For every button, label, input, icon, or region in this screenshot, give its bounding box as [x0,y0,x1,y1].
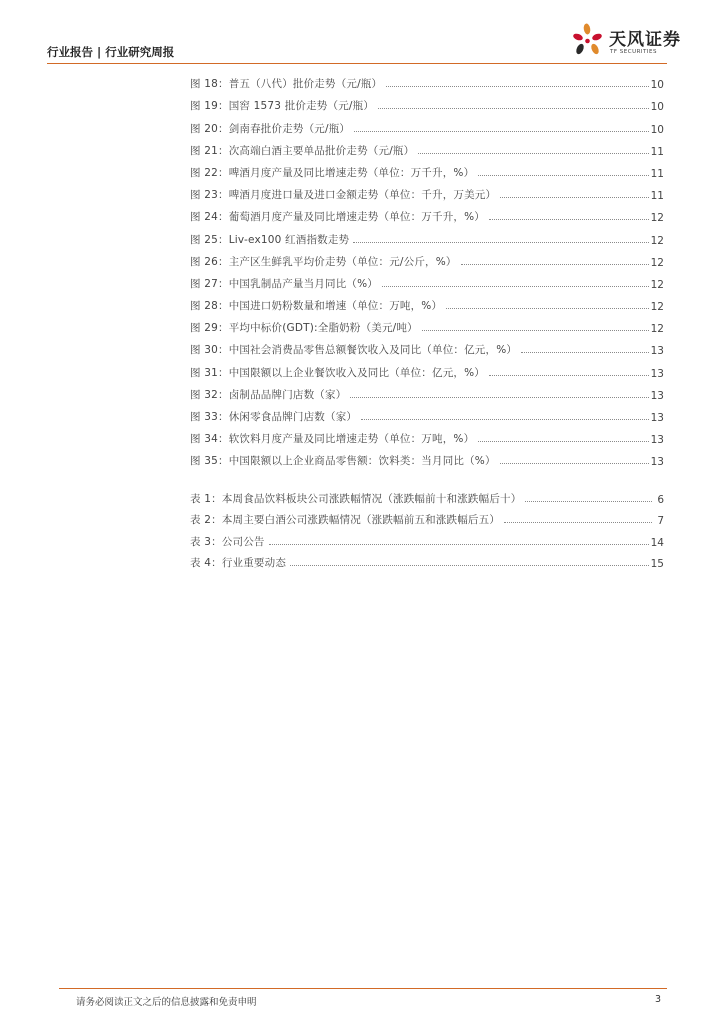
dot-leader [382,286,649,287]
dot-leader [504,522,652,523]
toc-entry-title: 图 20：剑南春批价走势（元/瓶） [190,122,351,135]
dot-leader [353,242,648,243]
report-category: 行业报告 | 行业研究周报 [47,45,175,59]
toc-entry-table[interactable] [190,549,664,571]
dot-leader [269,544,649,545]
toc-entry-figure[interactable] [190,136,664,158]
toc-entry-title: 图 28：中国进口奶粉数量和增速（单位：万吨，%） [190,300,443,313]
toc-entry-title: 图 24：葡萄酒月度产量及同比增速走势（单位：万千升，%） [190,211,485,224]
toc-entry-figure[interactable] [190,113,664,135]
toc-entry-title: 图 26：主产区生鲜乳平均价走势（单位：元/公斤，%） [190,255,457,268]
toc-entry-figure[interactable] [190,202,664,224]
toc-entry-figure[interactable] [190,446,664,468]
toc-entry-page: 10 [650,101,664,114]
page-number: 3 [655,994,662,1005]
toc-entry-title: 图 35：中国限额以上企业商品零售额：饮料类：当月同比（%） [190,455,496,468]
toc-entry-page: 12 [650,234,664,247]
toc-entry-title: 图 18：普五（八代）批价走势（元/瓶） [190,78,383,91]
toc-entry-title: 图 29：平均中标价(GDT):全脂奶粉（美元/吨） [190,322,418,335]
toc-entry-page: 12 [650,323,664,336]
toc-entry-figure[interactable] [190,180,664,202]
toc-entry-figure[interactable] [190,158,664,180]
toc-entry-table[interactable] [190,484,664,506]
toc-entry-figure[interactable] [190,247,664,269]
dot-leader [361,419,649,420]
toc-entry-title: 图 31：中国限额以上企业餐饮收入及同比（单位：亿元，%） [190,366,485,379]
toc-entry-page: 12 [650,212,664,225]
toc-entry-page: 13 [650,389,664,402]
footer-disclaimer: 请务必阅读正文之后的信息披露和免责申明 [76,997,257,1008]
dot-leader [478,441,648,442]
dot-leader [500,197,648,198]
toc-entry-page: 11 [650,145,664,158]
toc-entry-page: 7 [657,515,664,527]
toc-entry-page: 13 [650,412,664,424]
logo-name-en: TF SECURITIES [610,49,657,55]
toc-entry-figure[interactable] [190,69,664,91]
toc-entry-page: 14 [650,536,664,549]
toc-entry-page: 15 [650,558,664,570]
toc-entry-figure[interactable] [190,357,664,379]
toc-entry-title: 图 22：啤酒月度产量及同比增速走势（单位：万千升，%） [190,166,475,179]
toc-entry-title: 图 19：国窖 1573 批价走势（元/瓶） [190,100,375,113]
toc-entry-page: 13 [650,345,664,358]
toc-entry-title: 图 27：中国乳制品产量当月同比（%） [190,277,378,290]
toc-entry-page: 13 [650,367,664,380]
toc-entry-page: 10 [650,79,664,92]
dot-leader [378,108,649,109]
toc-entry-page: 13 [650,434,664,447]
toc-entry-figure[interactable] [190,91,664,113]
toc-entry-page: 6 [657,493,664,506]
dot-leader [525,501,652,502]
toc-entry-figure[interactable] [190,269,664,291]
toc-entry-page: 12 [650,278,664,291]
toc-entry-title: 表 3：公司公告 [190,535,265,548]
toc-entry-figure[interactable] [190,291,664,313]
toc-entry-title: 图 30：中国社会消费品零售总额餐饮收入及同比（单位：亿元，%） [190,344,518,357]
table-index-list [190,484,664,570]
toc-entry-figure[interactable] [190,224,664,246]
dot-leader [500,463,649,464]
dot-leader [350,397,648,398]
dot-leader [478,175,648,176]
toc-entry-figure[interactable] [190,424,664,446]
dot-leader [422,330,649,331]
footer-divider [59,988,667,989]
toc-entry-title: 图 23：啤酒月度进口量及进口金额走势（单位：千升，万美元） [190,189,497,202]
toc-entry-page: 10 [650,123,664,136]
toc-entry-page: 12 [650,301,664,314]
toc-entry-title: 图 33：休闲零食品牌门店数（家） [190,411,358,423]
toc-entry-figure[interactable] [190,380,664,402]
toc-entry-table[interactable] [190,506,664,528]
toc-entry-title: 图 21：次高端白酒主要单品批价走势（元/瓶） [190,144,415,157]
header-divider [47,63,667,64]
dot-leader [386,86,648,87]
figure-index-list [190,69,664,468]
dot-leader [461,264,649,265]
dot-leader [489,375,649,376]
toc-entry-title: 表 4：行业重要动态 [190,557,287,569]
toc-entry-table[interactable] [190,527,664,549]
dot-leader [290,565,649,566]
toc-entry-figure[interactable] [190,402,664,424]
logo-mark-icon [569,22,609,62]
toc-entry-page: 13 [650,456,664,469]
dot-leader [446,308,648,309]
toc-entry-figure[interactable] [190,313,664,335]
dot-leader [354,131,648,132]
toc-entry-title: 图 32：卤制品品牌门店数（家） [190,388,347,401]
toc-entry-page: 11 [650,190,664,203]
toc-entry-figure[interactable] [190,335,664,357]
toc-entry-page: 12 [650,256,664,269]
toc-entry-title: 图 34：软饮料月度产量及同比增速走势（单位：万吨，%） [190,433,475,446]
dot-leader [521,352,649,353]
toc-entry-title: 表 2：本周主要白酒公司涨跌幅情况（涨跌幅前五和涨跌幅后五） [190,514,501,526]
toc-entry-title: 表 1：本周食品饮料板块公司涨跌幅情况（涨跌幅前十和涨跌幅后十） [190,492,522,505]
logo-name-cn: 天风证券 [609,30,681,50]
dot-leader [418,153,648,154]
company-logo [569,22,679,62]
dot-leader [489,219,649,220]
toc-entry-page: 11 [650,167,664,180]
toc-entry-title: 图 25：Liv-ex100 红酒指数走势 [190,233,350,246]
